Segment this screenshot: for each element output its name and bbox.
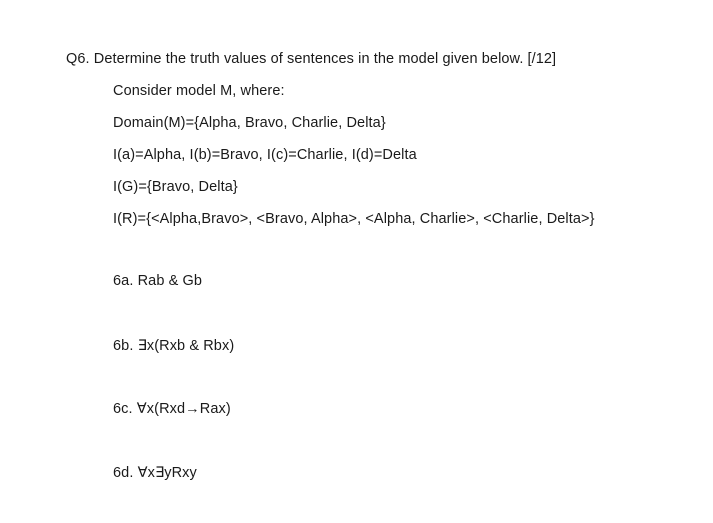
model-relation-r: I(R)={<Alpha,Bravo>, <Bravo, Alpha>, <Alpha, Charlie>, <Charlie, Delta>} bbox=[113, 211, 595, 227]
subquestion-6a: 6a. Rab & Gb bbox=[113, 273, 203, 289]
question-title: Q6. Determine the truth values of sentences in the model given below. bbox=[66, 51, 524, 67]
model-domain: Domain(M)={Alpha, Bravo, Charlie, Delta} bbox=[113, 115, 386, 131]
subquestion-6b: 6b. ∃x(Rxb & Rbx) bbox=[113, 338, 235, 354]
question-points: [/12] bbox=[527, 51, 557, 67]
question-heading bbox=[66, 50, 556, 68]
subquestion-6c: 6c. ∀x(Rxd→Rax) bbox=[113, 401, 231, 417]
subquestion-6d: 6d. ∀x∃yRxy bbox=[113, 465, 197, 481]
model-individuals: I(a)=Alpha, I(b)=Bravo, I(c)=Charlie, I(d)=Delta bbox=[113, 147, 417, 163]
model-intro: Consider model M, where: bbox=[113, 83, 285, 99]
model-predicate-g: I(G)={Bravo, Delta} bbox=[113, 179, 238, 195]
